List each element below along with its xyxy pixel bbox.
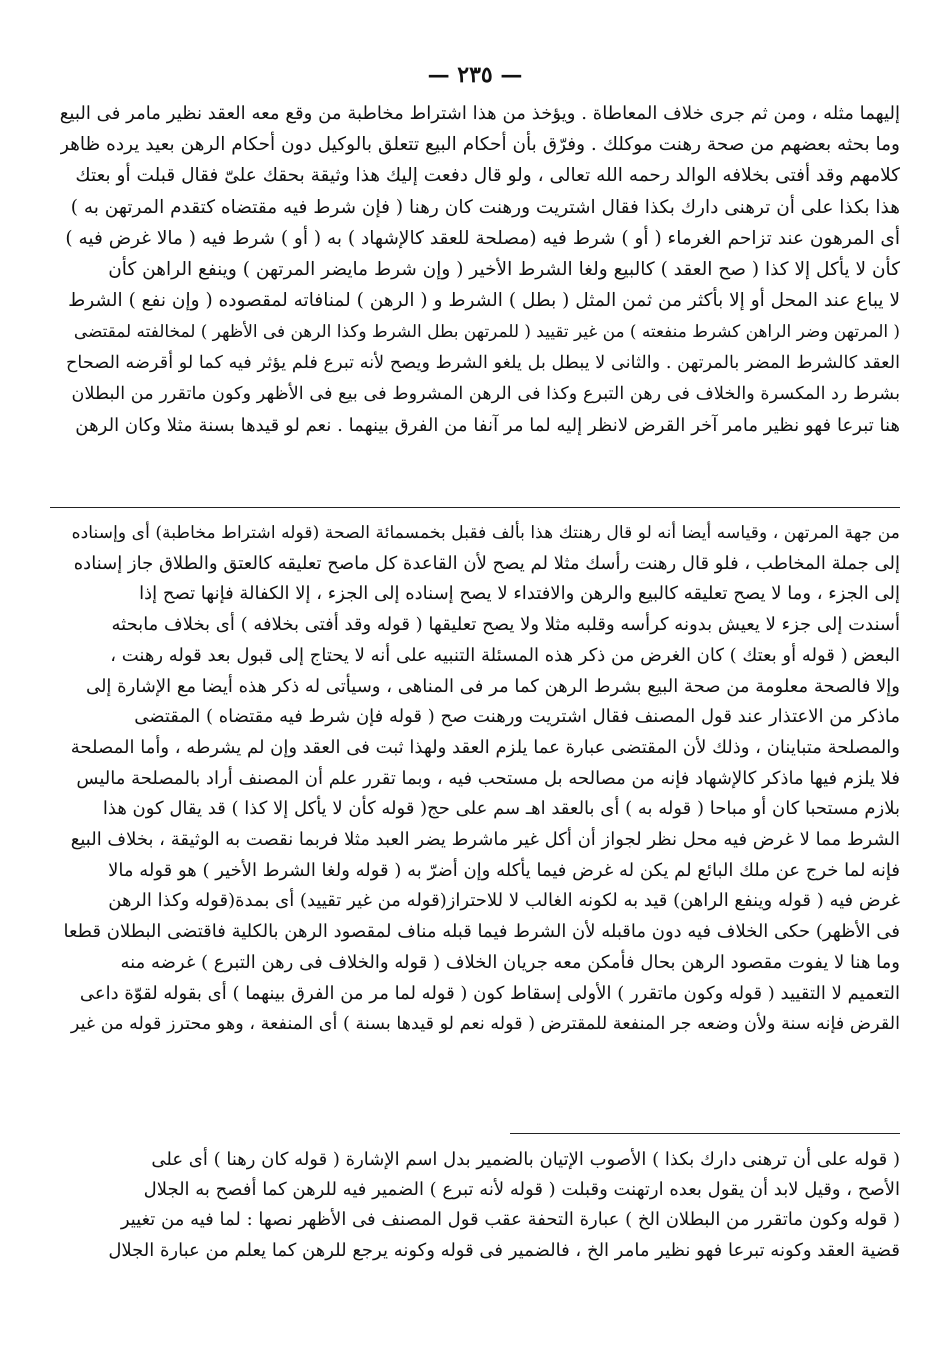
main-text-line: أى المرهون عند تزاحم الغرماء ( أو ) شرط فيه (مصلحة للعقد كالإشهاد ) به ( أو ) شرط فيه ( مالا غرض فيه ) — [65, 227, 900, 249]
commentary-text-line: ماذكر من الاعتذار عند قول المصنف فقال اشتريت ورهنت صح ( قوله فإن شرط فيه مقتضاه ) المقتضى — [134, 706, 900, 728]
commentary-text-line: من جهة المرتهن ، وقياسه أيضا أنه لو قال رهنتك هذا بألف فقبل بخمسمائة الصحة (قوله اشتراط مخاطبة) أى وإسناده — [71, 523, 900, 543]
main-text-line: كأن لا يأكل إلا كذا ( صح العقد ) كالبيع ولغا الشرط الأخير ( وإن شرط مايضر المرتهن ) وينفع الراهن كأن — [108, 259, 900, 281]
page-number: — ٢٣٥ — — [427, 62, 523, 88]
commentary-text-line: التعميم لا التقييد ( قوله وكون ماتقرر ) الأولى إسقاط كون ( قوله لما مر من الفرق بينهما ) أى بقوله لقوّة داعى — [79, 982, 900, 1004]
commentary-text-line: فلا يلزم فيها ماذكر كالإشهاد فإنه من مصالحه بل مستحب فيه ، وبما تقرر علم أن المصنف أراد بالمصلحة ماليس — [76, 767, 900, 789]
commentary-text-block — [60, 518, 900, 1040]
main-text-line: بشرط رد المكسرة والخلاف فى رهن التبرع وكذا فى الرهن المشروط فى بيع فى الأظهر وكون ماتقرر من البطلان — [71, 383, 900, 404]
footnote-divider — [510, 1133, 900, 1134]
footnote-text-line: ( قوله على أن ترهنى دارك بكذا ) الأصوب الإتيان بالضمير بدل اسم الإشارة ( قوله كان رهنا ) أى على — [151, 1149, 900, 1170]
main-text-line: ( المرتهن وضر الراهن كشرط منفعته ) من غير تقييد ( للمرتهن بطل الشرط وكذا الرهن فى الأظهر ) لمخالفته لمقتضى — [73, 321, 900, 342]
commentary-text-line: الشرط مما لا غرض فيه محل نظر لجواز أن أكل غير ماشرط يضر العبد مثلا فربما نقصت به الوثيقة ، بخلاف البيع — [70, 829, 900, 851]
section-divider — [50, 507, 900, 508]
main-text-line: هذا بكذا على أن ترهنى دارك بكذا فقال اشتريت ورهنت كان رهنا ( فإن شرط فيه مقتضاه كتقدم المرتهن به ) — [70, 196, 900, 218]
commentary-text-line: بلازم مستحبا كان أو مباحا ( قوله به ) أى بالعقد اهـ سم على حج( قوله كأن لا يأكل إلا كذا ) قد يقال كون هذا — [102, 798, 900, 820]
commentary-text-line: أسندت إلى جزء لا يعيش بدونه كرأسه وقلبه مثلا ولا يصح تعليقها ( قوله وقد أفتى بخلافه ) أى بخلاف مابحثه — [111, 614, 900, 636]
commentary-text-line: القرض فإنه سنة ولأن وضعه جر المنفعة للمقترض ( قوله نعم لو قيدها بسنة ) أى المنفعة ، وهو محترز قوله من غير — [70, 1014, 900, 1035]
commentary-text-line: وإلا فالصحة معلومة من صحة البيع بشرط الرهن كما مر فى المناهى ، وسيأتى له ذكر هذه أيضا مع الإشارة إلى — [85, 675, 900, 697]
commentary-text-line: إلى جملة المخاطب ، فلو قال رهنت رأسك مثلا لم يصح لأن القاعدة كل ماصح تعليقه كالعتق والطلاق جاز إسناده — [73, 552, 900, 574]
commentary-text-line: البعض ( قوله أو بعتك ) كان الغرض من ذكر هذه المسئلة التنبيه على أنه لا يحتاج إلى قبول بعد قوله رهنت ، — [110, 644, 900, 666]
commentary-text-line: غرض فيه ( قوله وينفع الراهن) قيد به لكونه الغالب لا للاحتراز(قوله من غير تقييد) أى بمدة(قوله وكذا الرهن — [108, 890, 900, 912]
main-text-line: العقد كالشرط المضر بالمرتهن . والثانى لا يبطل بل يلغو الشرط ويصح لأنه تبرع فلم يؤثر فيه كما لو أقرضه الصحاح — [66, 352, 900, 373]
commentary-text-line: وما هنا لا يفوت مقصود الرهن بحال فأمكن معه جريان الخلاف ( قوله والخلاف فى رهن التبرع ) غرضه منه — [120, 951, 900, 973]
main-text-line: لا يباع عند المحل أو إلا بأكثر من ثمن المثل ( بطل ) الشرط و ( الرهن ) لمنافاته لمقصوده ( وإن نفع ) الشرط — [68, 290, 900, 312]
main-text-block — [60, 98, 900, 441]
footnote-text-line: ( قوله وكون ماتقرر من البطلان الخ ) عبارة التحفة عقب قول المصنف فى الأظهر نصها : لما فيه من تغيير — [120, 1209, 900, 1231]
main-text-line: إليهما مثله ، ومن ثم جرى خلاف المعاطاة . ويؤخذ من هذا اشتراط مخاطبة من وقع معه العقد نظير مامر فى البيع — [60, 103, 900, 124]
commentary-text-line: والمصلحة متباينان ، وذلك لأن المقتضى عبارة عما يلزم العقد ولهذا ثبت فى العقد وإن لم يشرطه ، وأما المصلحة — [70, 736, 900, 758]
commentary-text-line: فإنه لما خرج عن ملك البائع لم يكن له غرض فيما يأكله وإن أضرّ به ( قوله ولغا الشرط الأخير ) هو قوله مالا — [108, 859, 900, 881]
footnote-text-line: الأصح ، وقيل لابد أن يقول بعده ارتهنت وقبلت ( قوله لأنه تبرع ) الضمير فيه للرهن كما أفصح به الجلال — [143, 1179, 900, 1201]
footnote-text-line: قضية العقد وكونه تبرعا فهو نظير مامر الخ ، فالضمير فى قوله وكونه يرجع للرهن كما يعلم من عبارة الجلال — [108, 1239, 900, 1261]
main-text-line: كلامهم وقد أفتى بخلافه الوالد رحمه الله تعالى ، ولو قال دفعت إليك هذا وثيقة بحقك علىّ فقال قبلت أو بعتك — [75, 165, 900, 187]
footnote-text-block — [60, 1145, 900, 1266]
main-text-line: وما بحثه بعضهم من صحة رهنت موكلك . وفرّق بأن أحكام البيع تتعلق بالوكيل دون أحكام الرهن بعيد يرده ظاهر — [60, 134, 900, 156]
main-text-line: هنا تبرعا فهو نظير مامر آخر القرض لانظر إليه لما مر آنفا من الفرق بينهما . نعم لو قيدها بسنة مثلا وكان الرهن — [75, 415, 900, 437]
commentary-text-line: فى الأظهر) حكى الخلاف فيه دون ماقبله لأن الشرط فيما قبله مناف لمقصود الرهن بالكلية فاقتضى البطلان قطعا — [63, 921, 900, 943]
commentary-text-line: إلى الجزء ، وما لا يصح تعليقه كالبيع والرهن والافتداء لا يصح إسناده إلى الجزء ، إلا الكفالة فإنها تصح إذا — [139, 583, 900, 605]
